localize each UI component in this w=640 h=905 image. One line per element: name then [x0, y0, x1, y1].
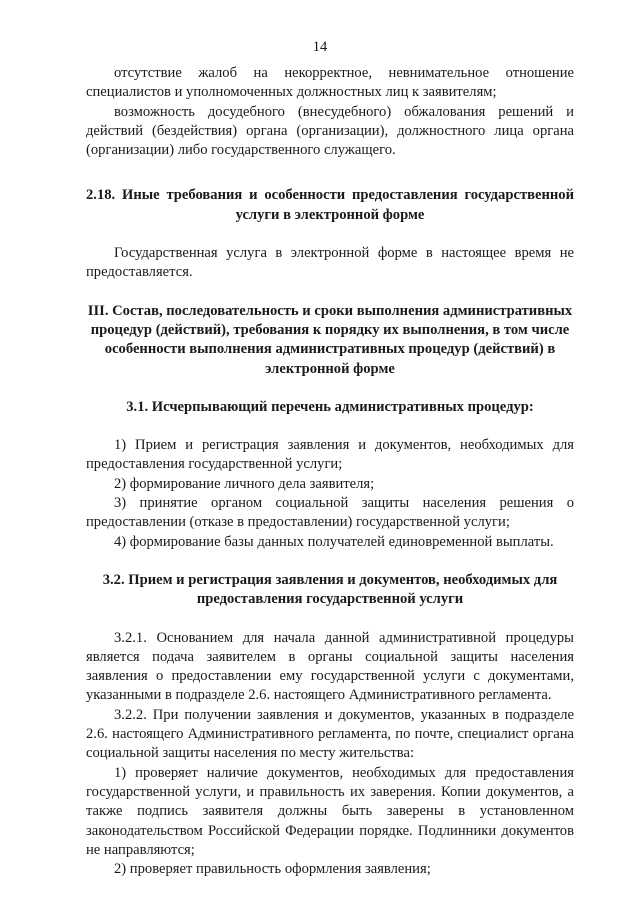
- section-3-heading: III. Состав, последовательность и сроки выполнения административных процедур (действий), требования к порядку их выполнения, в том числе особенности выполнения административных процедур (действий) в электронной форме: [87, 302, 573, 377]
- intro-paragraph-2: возможность досудебного (внесудебного) обжалования решений и действий (бездействия) органа (организации), должностного лица органа (организации) либо государственного служащего.: [86, 103, 574, 159]
- intro-paragraph-1: отсутствие жалоб на некорректное, невнимательное отношение специалистов и уполномоченных должностных лиц к заявителям;: [86, 65, 574, 101]
- section-3-2-heading: 3.2. Прием и регистрация заявления и документов, необходимых для предоставления государственной услуги: [102, 571, 558, 608]
- section-3-1-heading: 3.1. Исчерпывающий перечень административных процедур:: [126, 398, 534, 415]
- section-3-2-1-paragraph: 3.2.1. Основанием для начала данной административной процедуры является подача заявителем в органы социальной защиты населения заявления о предоставлении ему государственной услуги с документами, указанными в подразделе 2.6. настоящего Административного регламента.: [86, 629, 574, 704]
- procedure-list-item-4: 4) формирование базы данных получателей единовременной выплаты.: [114, 533, 554, 550]
- procedure-list-item-3: 3) принятие органом социальной защиты населения решения о предоставлении (отказе в предоставлении) государственной услуги;: [86, 495, 574, 531]
- section-2-18-heading: 2.18. Иные требования и особенности предоставления государственной услуги в электронной форме: [86, 187, 574, 223]
- page-content: [86, 64, 574, 879]
- procedure-list-item-2: 2) формирование личного дела заявителя;: [114, 475, 375, 492]
- section-2-18-text: Государственная услуга в электронной форме в настоящее время не предоставляется.: [86, 245, 574, 281]
- section-3-2-2-paragraph: 3.2.2. При получении заявления и документов, указанных в подразделе 2.6. настоящего Административного регламента, по почте, специалист органа социальной защиты населения по месту жительства:: [86, 706, 574, 762]
- check-application-item: 2) проверяет правильность оформления заявления;: [114, 861, 431, 878]
- page-number: 14: [312, 39, 328, 55]
- procedure-list-item-1: 1) Прием и регистрация заявления и документов, необходимых для предоставления государственной услуги;: [86, 437, 574, 473]
- check-documents-item: 1) проверяет наличие документов, необходимых для предоставления государственной услуги, и правильность их заверения. Копии документов, а также подпись заявителя должны быть заверены в установленном законодательством Российской Федерации порядке. Подлинники документов не направляются;: [86, 764, 574, 858]
